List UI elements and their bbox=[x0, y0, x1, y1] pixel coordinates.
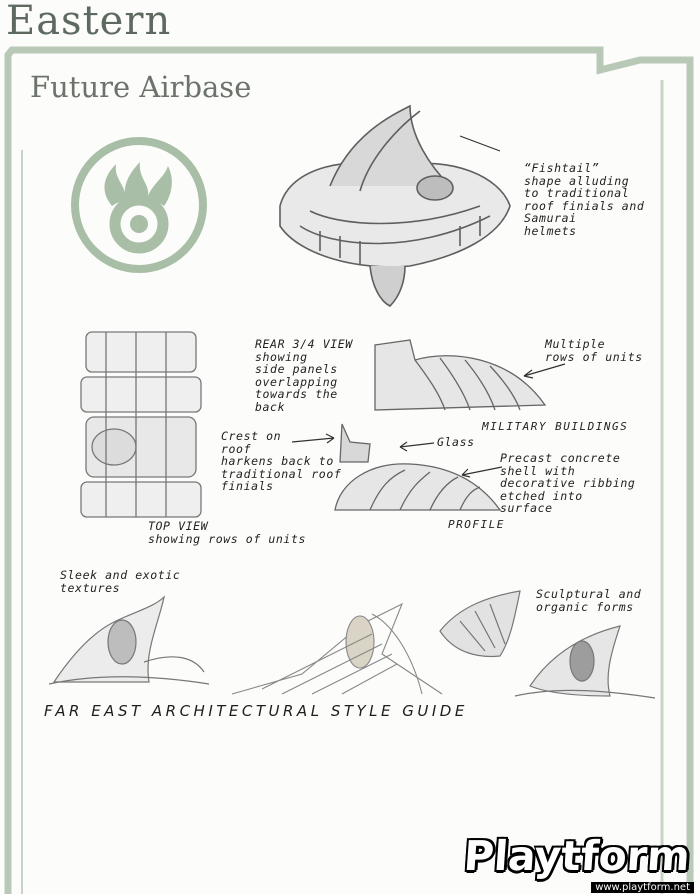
arrow-multiple-rows-icon bbox=[520, 360, 570, 380]
annotation-top-view: TOP VIEW showing rows of units bbox=[148, 519, 306, 546]
annotation-precast: Precast concrete shell with decorative ribbing etched into surface bbox=[500, 451, 636, 516]
watermark-brand: Playtform bbox=[462, 832, 692, 880]
annotation-sleek: Sleek and exotic textures bbox=[60, 568, 181, 595]
annotation-crest: Crest on roof harkens back to traditional roof finials bbox=[221, 429, 342, 494]
annotation-glass: Glass bbox=[437, 435, 475, 449]
playtform-watermark bbox=[462, 830, 700, 894]
annotation-rear-view: REAR 3/4 VIEW showing side panels overlapping towards the back bbox=[255, 337, 353, 414]
texture-sketch-middle bbox=[222, 594, 452, 700]
faction-emblem-icon bbox=[68, 134, 210, 276]
annotation-multiple-rows: Multiple rows of units bbox=[545, 337, 643, 364]
label-military-buildings: MILITARY BUILDINGS bbox=[482, 420, 629, 433]
annotation-sculptural: Sculptural and organic forms bbox=[536, 587, 642, 614]
airbase-main-sketch bbox=[260, 96, 530, 316]
label-profile: PROFILE bbox=[448, 518, 505, 531]
page-subtitle: Future Airbase bbox=[30, 70, 252, 104]
style-guide-title: FAR EAST ARCHITECTURAL STYLE GUIDE bbox=[44, 702, 468, 720]
watermark-url: www.playtform.net bbox=[591, 882, 694, 893]
page-title: Eastern bbox=[6, 0, 172, 44]
texture-sketch-right-b bbox=[510, 616, 660, 702]
top-view-sketch bbox=[66, 322, 212, 522]
texture-sketch-left bbox=[44, 592, 214, 692]
arrow-precast-icon bbox=[458, 464, 504, 478]
annotation-fishtail: “Fishtail” shape alluding to traditional roof finials and Samurai helmets bbox=[524, 161, 645, 238]
